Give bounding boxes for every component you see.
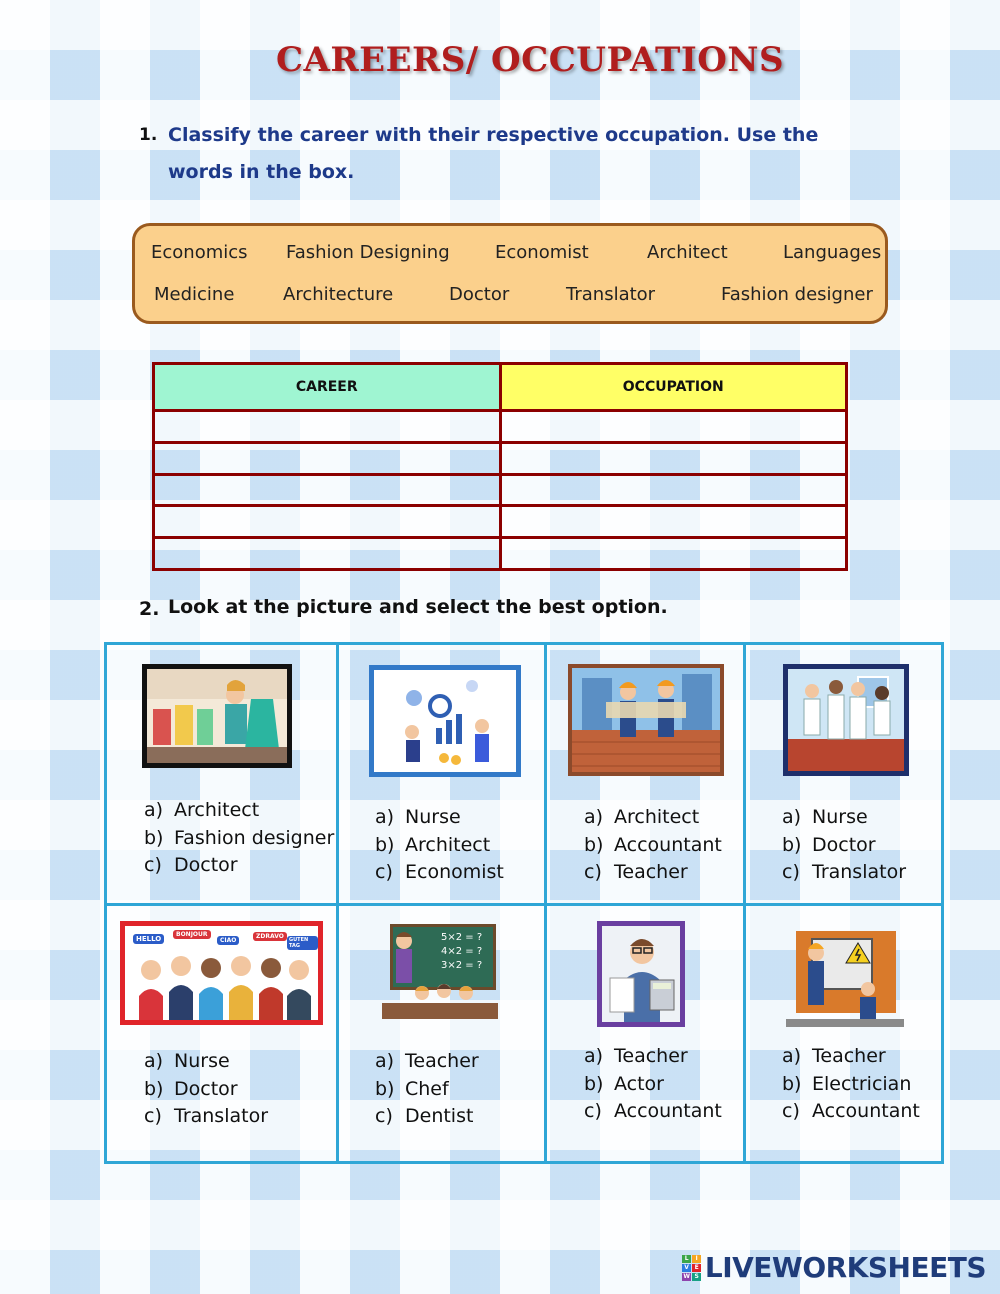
quiz-card [107, 906, 339, 1161]
occupation-column-header: OCCUPATION [500, 364, 847, 411]
occupation-answer-cell[interactable] [500, 506, 847, 538]
speech-bubble: BONJOUR [173, 930, 211, 939]
option-a[interactable]: a) Nurse [782, 806, 868, 828]
option-c[interactable]: c) Economist [375, 861, 504, 883]
classification-table [152, 362, 848, 571]
option-c[interactable]: c) Translator [782, 861, 907, 883]
option-c[interactable]: c) Accountant [782, 1100, 920, 1122]
quiz-card [339, 906, 547, 1161]
career-column-header: CAREER [154, 364, 501, 411]
economist-picture [369, 665, 521, 777]
occupation-answer-cell[interactable] [500, 474, 847, 506]
option-a[interactable]: a) Teacher [584, 1045, 688, 1067]
teacher-picture [382, 921, 498, 1019]
speech-bubble: ZDRAVO [253, 932, 287, 941]
option-a[interactable]: a) Architect [584, 806, 700, 828]
quiz-card [746, 906, 944, 1161]
speech-bubble: GUTEN TAG [287, 936, 318, 950]
option-c[interactable]: c) Teacher [584, 861, 688, 883]
word-box-item[interactable]: Translator [566, 284, 656, 305]
brand-name: LIVEWORKSHEETS [704, 1251, 986, 1284]
word-box [132, 223, 888, 324]
option-b[interactable]: b) Actor [584, 1072, 664, 1095]
accountant-picture [597, 921, 685, 1027]
career-answer-cell[interactable] [154, 506, 501, 538]
career-answer-cell[interactable] [154, 538, 501, 570]
option-b[interactable]: b) Fashion designer [144, 826, 335, 849]
word-box-item[interactable]: Fashion designer [721, 284, 873, 305]
word-box-item[interactable]: Languages [783, 242, 882, 263]
translators-picture [120, 921, 323, 1025]
option-a[interactable]: a) Architect [144, 799, 260, 821]
option-b[interactable]: b) Architect [375, 833, 491, 856]
career-answer-cell[interactable] [154, 474, 501, 506]
question-2-instruction: Look at the picture and select the best option. [168, 596, 668, 618]
word-box-item[interactable]: Economics [151, 242, 248, 263]
speech-bubble: CIAO [217, 936, 239, 945]
liveworksheets-logo-icon: L I V E W S [682, 1255, 701, 1281]
options-list [144, 797, 334, 880]
option-b[interactable]: b) Electrician [782, 1072, 912, 1095]
option-c[interactable]: c) Accountant [584, 1100, 722, 1122]
options-list [144, 1048, 268, 1131]
word-box-item[interactable]: Economist [495, 242, 589, 263]
option-c[interactable]: c) Dentist [375, 1105, 474, 1127]
board-line: 5×2 = ? [441, 932, 483, 943]
options-list [782, 804, 906, 887]
options-list [375, 804, 504, 887]
board-line: 3×2 = ? [441, 960, 483, 971]
picture-quiz-grid [104, 642, 944, 1164]
quiz-card [547, 906, 746, 1161]
quiz-card [547, 645, 746, 906]
option-b[interactable]: b) Chef [375, 1077, 449, 1100]
word-box-item[interactable]: Fashion Designing [286, 242, 450, 263]
word-box-item[interactable]: Medicine [154, 284, 235, 305]
quiz-card [107, 645, 339, 906]
options-list [584, 1043, 722, 1126]
option-b[interactable]: b) Doctor [782, 833, 876, 856]
worksheet-title: CAREERS/ OCCUPATIONS [275, 40, 785, 80]
question-1-number: 1. [139, 125, 158, 145]
option-a[interactable]: a) Teacher [375, 1050, 479, 1072]
option-c[interactable]: c) Doctor [144, 854, 238, 876]
options-list [782, 1043, 920, 1126]
option-c[interactable]: c) Translator [144, 1105, 269, 1127]
board-line: 4×2 = ? [441, 946, 483, 957]
career-answer-cell[interactable] [154, 411, 501, 443]
option-a[interactable]: a) Teacher [782, 1045, 886, 1067]
word-box-item[interactable]: Architect [647, 242, 728, 263]
option-b[interactable]: b) Doctor [144, 1077, 238, 1100]
fashion-designer-picture [142, 664, 292, 768]
liveworksheets-brand[interactable] [682, 1251, 986, 1284]
quiz-card [746, 645, 944, 906]
occupation-answer-cell[interactable] [500, 538, 847, 570]
word-box-item[interactable]: Architecture [283, 284, 394, 305]
options-list [375, 1048, 479, 1131]
options-list [584, 804, 722, 887]
electrician-picture [786, 923, 904, 1027]
question-1-instruction: Classify the career with their respective occupation. Use the words in the box. [168, 124, 819, 183]
occupation-answer-cell[interactable] [500, 442, 847, 474]
career-answer-cell[interactable] [154, 442, 501, 474]
occupation-answer-cell[interactable] [500, 411, 847, 443]
option-b[interactable]: b) Accountant [584, 833, 722, 856]
architects-picture [568, 664, 724, 776]
option-a[interactable]: a) Nurse [375, 806, 461, 828]
question-2-number: 2. [139, 598, 160, 620]
option-a[interactable]: a) Nurse [144, 1050, 230, 1072]
speech-bubble: HELLO [133, 934, 164, 944]
quiz-card [339, 645, 547, 906]
word-box-item[interactable]: Doctor [449, 284, 510, 305]
doctors-picture [783, 664, 909, 776]
